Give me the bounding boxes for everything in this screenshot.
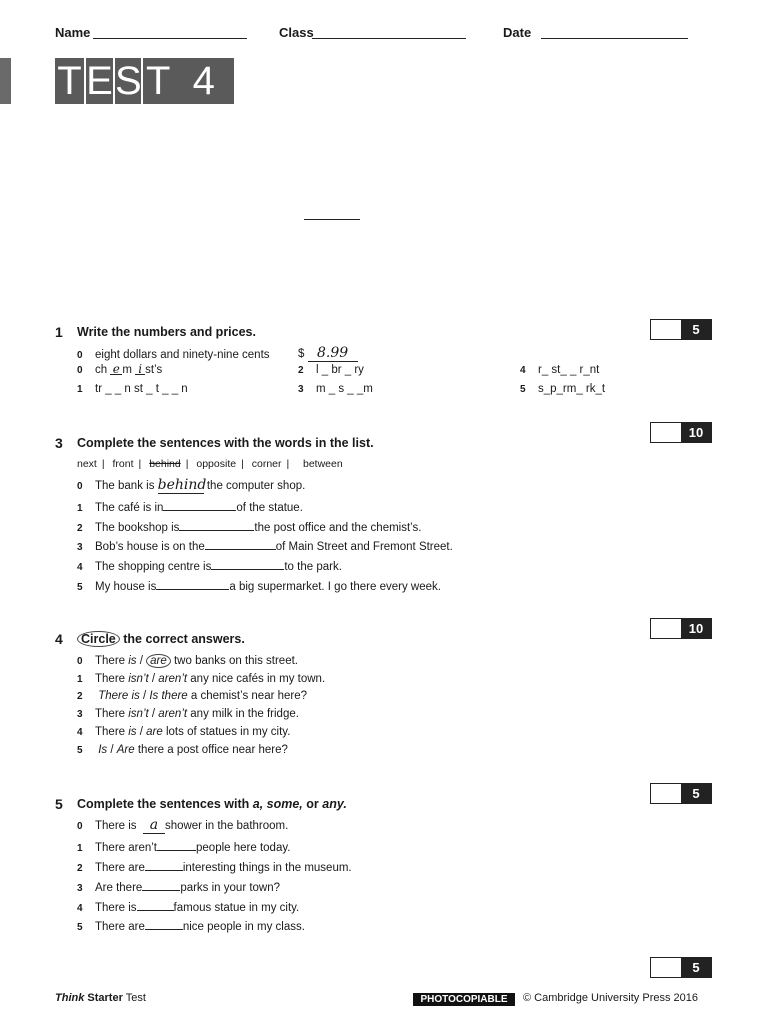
q5-item-5: 5 There are nice people in my class. <box>77 921 305 933</box>
q1-item-0: 0 ch e m i st’s <box>77 362 163 376</box>
question-5-number: 5 <box>55 796 63 812</box>
q4-5-option-a[interactable]: Is <box>98 744 108 756</box>
q4-item-2: 2 There is / Is there a chemist’s near here? <box>77 690 308 702</box>
q4-2-option-b[interactable]: Is there <box>149 690 188 702</box>
q4-item-5: 5 Is / Are there a post office near here? <box>77 744 288 756</box>
q3-blank-1[interactable] <box>163 500 236 511</box>
score-box-last: 5 <box>650 957 712 978</box>
q4-item-0: 0 There is / are two banks on this street. <box>77 655 298 667</box>
title-letter-t2: T 4 <box>143 58 234 104</box>
word-front: front <box>112 458 134 470</box>
score-box-1: 5 <box>650 319 712 340</box>
q3-blank-3[interactable] <box>205 539 276 550</box>
date-label: Date <box>503 25 532 40</box>
title-letter-s: S <box>115 59 142 103</box>
q4-2-option-a[interactable]: There is <box>98 690 140 702</box>
q3-blank-2[interactable] <box>179 520 254 531</box>
question-3-title: Complete the sentences with the words in the list. <box>77 436 374 450</box>
question-1-title: Write the numbers and prices. <box>77 325 256 339</box>
q5-blank-3[interactable] <box>142 880 180 891</box>
q5-blank-4[interactable] <box>137 900 174 911</box>
q4-1-option-b[interactable]: aren’t <box>158 673 188 685</box>
photocopiable-badge: PHOTOCOPIABLE <box>413 993 515 1006</box>
q5-item-2: 2 There are interesting things in the museum. <box>77 862 352 874</box>
q1-example-row: 0 eight dollars and ninety-nine cents <box>77 349 270 361</box>
q1-item-5[interactable]: 5 s_p_rm_ rk_t <box>520 383 606 395</box>
q4-item-4: 4 There is / are lots of statues in my city. <box>77 726 291 738</box>
date-field[interactable] <box>541 26 688 39</box>
q5-item-1: 1 There aren’t people here today. <box>77 842 291 854</box>
question-5-title: Complete the sentences with a, some, or any. <box>77 797 347 811</box>
score-box-5: 5 <box>650 783 712 804</box>
q3-item-3: 3 Bob’s house is on the of Main Street and Fremont Street. <box>77 541 453 553</box>
q3-blank-5[interactable] <box>156 579 229 590</box>
q4-1-option-a[interactable]: isn’t <box>128 673 149 685</box>
q4-5-option-b[interactable]: Are <box>116 744 135 756</box>
q1-item-3[interactable]: 3 m _ s _ _m <box>298 383 373 395</box>
q5-blank-2[interactable] <box>145 860 183 871</box>
q5-item-3: 3 Are there parks in your town? <box>77 882 281 894</box>
name-field[interactable] <box>93 26 247 39</box>
q1-item-1[interactable]: 1 tr _ _ n st _ t _ _ n <box>77 383 188 395</box>
question-4-title: Circle the correct answers. <box>77 632 245 646</box>
q4-item-1: 1 There isn’t / aren’t any nice cafés in my town. <box>77 673 326 685</box>
copyright-text: © Cambridge University Press 2016 <box>523 992 699 1004</box>
q3-item-5: 5 My house is a big supermarket. I go there every week. <box>77 581 441 593</box>
score-box-4: 10 <box>650 618 712 639</box>
q3-item-1: 1 The café is in of the statue. <box>77 502 303 514</box>
page-edge-tab <box>0 58 11 104</box>
q3-example: 0 The bank is behind the computer shop. <box>77 477 306 493</box>
q1-item-4[interactable]: 4 r_ st_ _ r_nt <box>520 364 600 376</box>
word-between: between <box>303 458 343 470</box>
title-letter-e: E <box>86 59 113 103</box>
q4-item-3: 3 There isn’t / aren’t any milk in the fridge. <box>77 708 299 720</box>
question-4-number: 4 <box>55 631 63 647</box>
word-opposite: opposite <box>196 458 237 470</box>
word-next: next <box>77 458 97 470</box>
q5-item-4: 4 There is famous statue in my city. <box>77 902 300 914</box>
class-label: Class <box>279 25 314 40</box>
name-label: Name <box>55 25 91 40</box>
word-behind: behind <box>149 458 181 470</box>
q5-blank-5[interactable] <box>145 919 183 930</box>
q5-blank-1[interactable] <box>157 840 196 851</box>
q3-word-list: next | front | behind | opposite | corner | between <box>77 458 343 470</box>
q5-example: 0 There is a shower in the bathroom. <box>77 817 289 833</box>
q1-item-2[interactable]: 2 l _ br _ ry <box>298 364 364 376</box>
q1-example-answer: $ 8.99 <box>298 347 358 362</box>
divider-line <box>304 219 360 220</box>
q3-item-2: 2 The bookshop is the post office and the chemist’s. <box>77 522 422 534</box>
question-3-number: 3 <box>55 435 63 451</box>
q4-4-option-a[interactable]: is <box>128 726 137 738</box>
footer-book-title: Think Starter Test <box>55 992 146 1004</box>
score-box-3: 10 <box>650 422 712 443</box>
q4-3-option-b[interactable]: aren’t <box>158 708 188 720</box>
q3-item-4: 4 The shopping centre is to the park. <box>77 561 342 573</box>
question-1-number: 1 <box>55 324 63 340</box>
q3-blank-4[interactable] <box>211 559 284 570</box>
class-field[interactable] <box>312 26 466 39</box>
title-letter-t: T <box>55 58 84 104</box>
q4-3-option-a[interactable]: isn’t <box>128 708 149 720</box>
q4-4-option-b[interactable]: are <box>146 726 163 738</box>
word-corner: corner <box>251 458 282 470</box>
